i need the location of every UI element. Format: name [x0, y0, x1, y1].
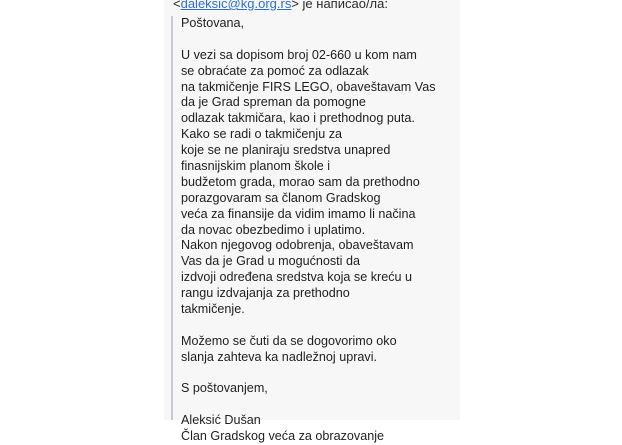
blank-line — [181, 366, 456, 382]
sender-email-link[interactable]: daleksic@kg.org.rs — [180, 0, 292, 11]
body-line: da je Grad spreman da pomogne — [181, 95, 366, 110]
body-line: finasnijskim planom škole i — [181, 159, 331, 174]
body-line: U vezi sa dopisom broj 02-660 u kom nam — [181, 47, 417, 62]
body-line: takmičenje. — [181, 302, 245, 317]
body-line: porazgovaram sa članom Gradskog — [181, 190, 381, 205]
body-line: koje se ne planiraju sredstva unapred — [181, 143, 391, 158]
body-line: na takmičenje FIRS LEGO, obaveštavam Vas — [181, 79, 436, 94]
body-line: Kako se radi o takmičenju za — [181, 127, 343, 142]
signature-title: Član Gradskog veća za obrazovanje — [181, 429, 385, 444]
blank-line — [181, 397, 456, 413]
body-line: se obraćate za pomoć za odlazak — [181, 63, 369, 78]
quoted-header — [173, 0, 388, 12]
body-line: rangu izdvajanja za prethodno — [181, 286, 350, 301]
greeting: Poštovana, — [181, 16, 245, 30]
body-line: slanja zahteva ka nadležnoj upravi. — [181, 349, 378, 364]
quote-bar — [171, 16, 173, 420]
header-open-bracket: < — [173, 0, 181, 11]
signature-name: Aleksić Dušan — [181, 413, 261, 428]
closing: S poštovanjem, — [181, 381, 268, 396]
body-line: izdvoji određena sredstva koja se kreću u — [181, 270, 413, 285]
header-suffix: > је написао/ла: — [291, 0, 388, 11]
body-line: Možemo se čuti da se dogovorimo oko — [181, 333, 397, 348]
body-line: odlazak takmičara, kao i prethodnog puta. — [181, 111, 415, 126]
body-line: budžetom grada, morao sam da prethodno — [181, 174, 420, 189]
blank-line — [181, 32, 456, 48]
body-line: Nakon njegovog odobrenja, obaveštavam — [181, 238, 414, 253]
email-body — [181, 16, 456, 445]
body-line: Vas da je Grad u mogućnosti da — [181, 254, 360, 269]
body-line: veća za finansije da vidim imamo li načina — [181, 206, 416, 221]
body-line: da novac obezbedimo i uplatimo. — [181, 222, 366, 237]
blank-line — [181, 318, 456, 334]
